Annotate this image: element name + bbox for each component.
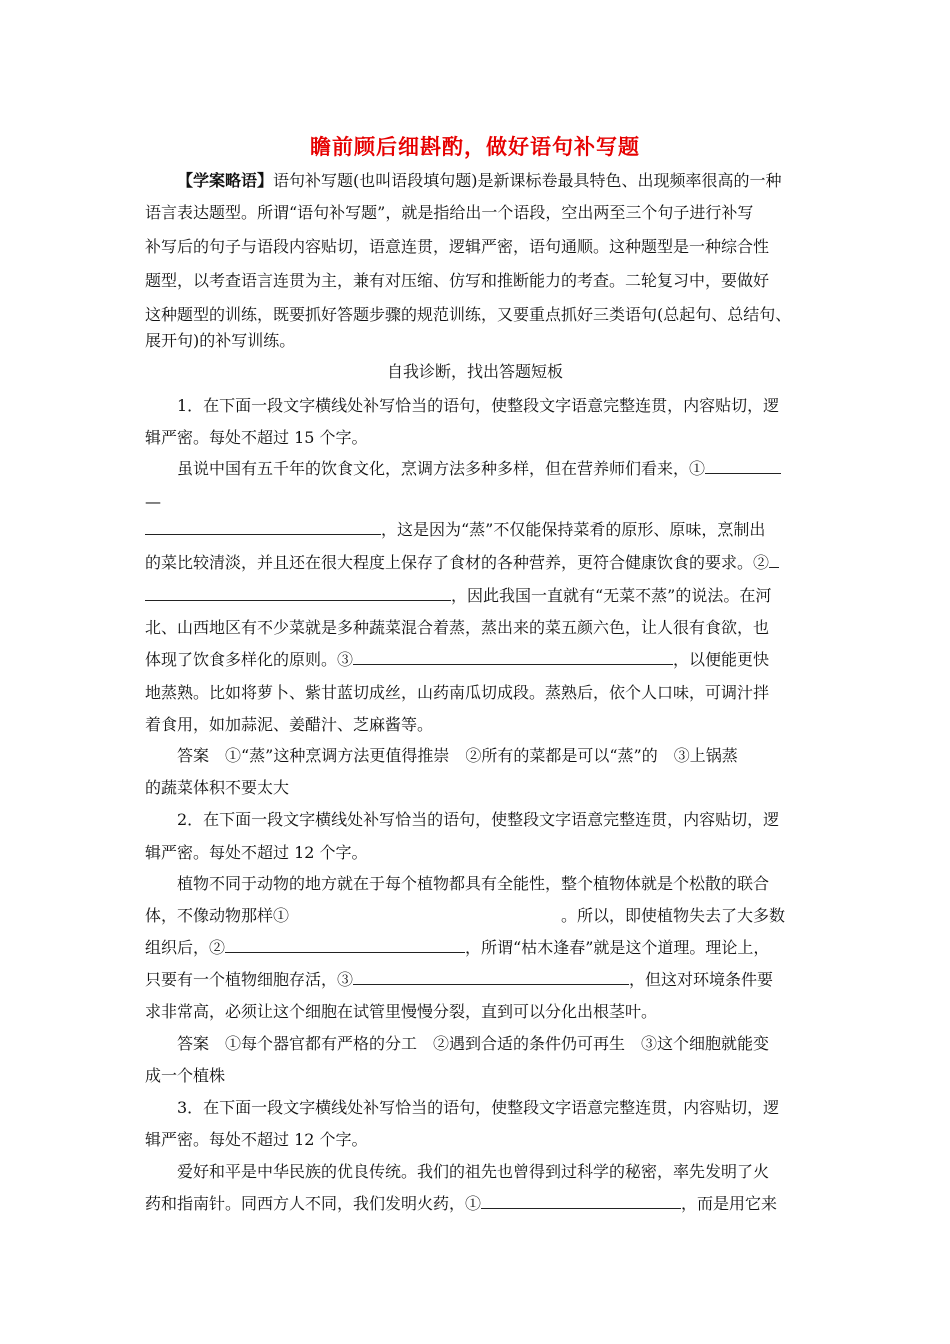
intro-line: 语言表达题型。所谓“语句补写题”，就是指给出一个语段，空出两至三个句子进行补写 xyxy=(145,203,754,222)
q1-blank-1[interactable] xyxy=(705,459,781,474)
q2-answer: 成一个植株 xyxy=(145,1066,226,1085)
q1-paragraph-line xyxy=(177,459,781,479)
q3-stem: 3．在下面一段文字横线处补写恰当的语句，使整段文字语意完整连贯，内容贴切，逻 xyxy=(177,1098,780,1117)
intro-line xyxy=(177,171,782,191)
q1-text: 虽说中国有五千年的饮食文化，烹调方法多种多样，但在营养师们看来，① xyxy=(177,459,706,478)
q1-answer: 答案 ①“蒸”这种烹调方法更值得推崇 ②所有的菜都是可以“蒸”的 ③上锅蒸 xyxy=(177,746,738,765)
q1-paragraph-line xyxy=(145,553,779,573)
q3-stem: 辑严密。每处不超过 12 个字。 xyxy=(145,1130,368,1149)
q1-paragraph-line: 着食用，如加蒜泥、姜醋汁、芝麻酱等。 xyxy=(145,715,434,734)
q2-text: ，所谓“枯木逢春”就是这个道理。理论上， xyxy=(465,938,770,957)
q3-blank-1[interactable] xyxy=(481,1194,681,1209)
q2-blank-3[interactable] xyxy=(353,970,629,985)
intro-line: 展开句)的补写训练。 xyxy=(145,331,296,350)
q2-text: 组织后，② xyxy=(145,938,226,957)
q1-blank-1-cont[interactable] xyxy=(145,520,381,535)
q2-paragraph-line xyxy=(145,970,773,990)
q2-text: ，但这对环境条件要 xyxy=(629,970,774,989)
q1-paragraph-line: — xyxy=(145,492,161,511)
intro-line: 这种题型的训练，既要抓好答题步骤的规范训练，又要重点抓好三类语句(总起句、总结句、 xyxy=(145,305,792,324)
q1-paragraph-line xyxy=(145,586,771,606)
q3-text: 药和指南针。同西方人不同，我们发明火药，① xyxy=(145,1194,482,1213)
q1-blank-2[interactable] xyxy=(769,553,779,568)
q1-paragraph-line xyxy=(145,650,769,670)
q2-text: 体，不像动物那样① xyxy=(145,906,290,925)
section-heading: 自我诊断，找出答题短板 xyxy=(386,362,563,381)
q1-answer: 的蔬菜体积不要太大 xyxy=(145,778,290,797)
intro-text: 语句补写题(也叫语段填句题)是新课标卷最具特色、出现频率很高的一种 xyxy=(273,171,782,190)
q1-paragraph-line xyxy=(145,520,765,540)
q3-paragraph-line: 爱好和平是中华民族的优良传统。我们的祖先也曾得到过科学的秘密，率先发明了火 xyxy=(177,1162,770,1181)
intro-line: 题型，以考查语言连贯为主，兼有对压缩、仿写和推断能力的考查。二轮复习中，要做好 xyxy=(145,271,770,290)
q1-text: 的菜比较清淡，并且还在很大程度上保存了食材的各种营养，更符合健康饮食的要求。② xyxy=(145,553,770,572)
q1-text: ，以便能更快 xyxy=(673,650,770,669)
q1-blank-2-cont[interactable] xyxy=(145,586,451,601)
q2-blank-2[interactable] xyxy=(225,938,465,953)
q2-paragraph-line: 求非常高，必须让这个细胞在试管里慢慢分裂，直到可以分化出根茎叶。 xyxy=(145,1002,658,1021)
q1-text: ，这是因为“蒸”不仅能保持菜肴的原形、原味，烹制出 xyxy=(381,520,766,539)
q2-paragraph-line xyxy=(145,938,769,958)
q1-paragraph-line: 北、山西地区有不少菜就是多种蔬菜混合着蒸，蒸出来的菜五颜六色，让人很有食欲，也 xyxy=(145,618,770,637)
q2-answer: 答案 ①每个器官都有严格的分工 ②遇到合适的条件仍可再生 ③这个细胞就能变 xyxy=(177,1034,770,1053)
intro-line: 补写后的句子与语段内容贴切，语意连贯，逻辑严密，语句通顺。这种题型是一种综合性 xyxy=(145,237,770,256)
q1-stem: 辑严密。每处不超过 15 个字。 xyxy=(145,428,368,447)
q2-stem: 辑严密。每处不超过 12 个字。 xyxy=(145,843,368,862)
q1-text: ，因此我国一直就有“无菜不蒸”的说法。在河 xyxy=(451,586,772,605)
q3-text: ，而是用它来 xyxy=(681,1194,778,1213)
q1-text: 体现了饮食多样化的原则。③ xyxy=(145,650,354,669)
q2-text: 只要有一个植物细胞存活，③ xyxy=(145,970,354,989)
q2-stem: 2．在下面一段文字横线处补写恰当的语句，使整段文字语意完整连贯，内容贴切，逻 xyxy=(177,810,780,829)
q3-paragraph-line xyxy=(145,1194,777,1214)
q2-paragraph-line: 植物不同于动物的地方就在于每个植物都具有全能性，整个植物体就是个松散的联合 xyxy=(177,874,770,893)
q1-stem: 1．在下面一段文字横线处补写恰当的语句，使整段文字语意完整连贯，内容贴切，逻 xyxy=(177,396,780,415)
document-title: 瞻前顾后细斟酌，做好语句补写题 xyxy=(310,135,640,159)
q1-paragraph-line: 地蒸熟。比如将萝卜、紫甘蓝切成丝，山药南瓜切成段。蒸熟后，依个人口味，可调汁拌 xyxy=(145,683,770,702)
q2-text: 。所以，即使植物失去了大多数 xyxy=(561,906,786,925)
q1-blank-3[interactable] xyxy=(353,650,673,665)
intro-label: 【学案略语】 xyxy=(177,171,274,190)
q2-paragraph-line xyxy=(145,906,785,926)
